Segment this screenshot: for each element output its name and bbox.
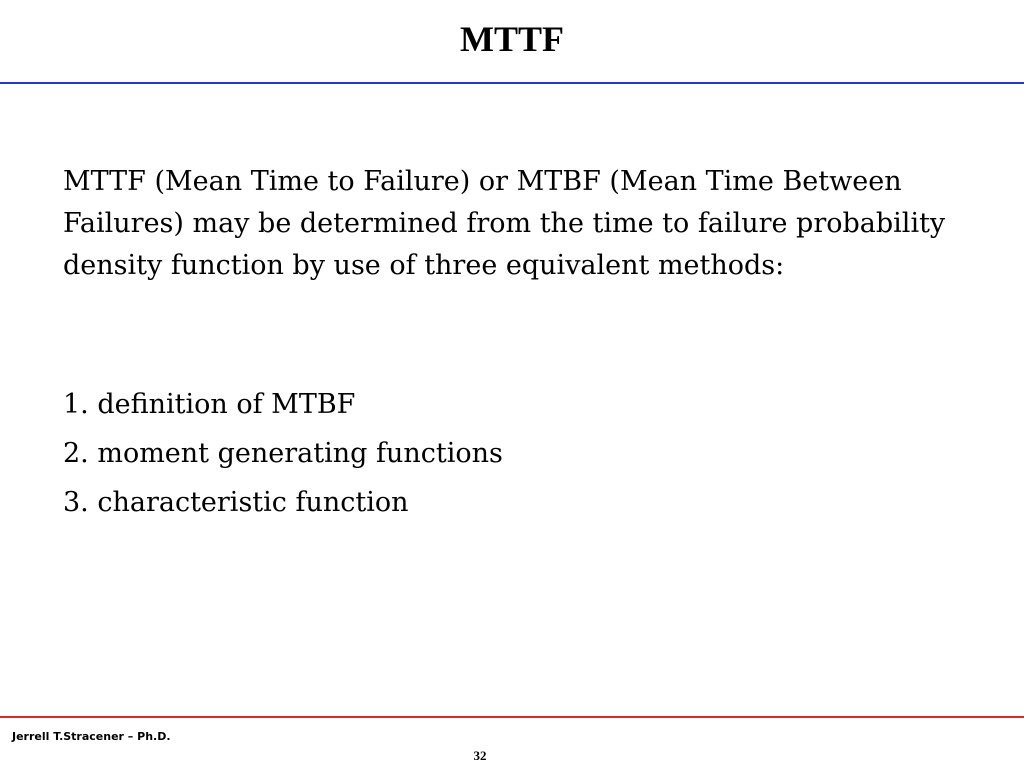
footer-divider bbox=[0, 716, 1024, 718]
page-number: 32 bbox=[473, 748, 487, 763]
methods-list bbox=[63, 380, 963, 527]
list-item: 3. characteristic function bbox=[63, 487, 409, 518]
list-item: 1. definition of MTBF bbox=[63, 389, 356, 420]
title-divider bbox=[0, 82, 1024, 84]
footer-author: Jerrell T.Stracener – Ph.D. bbox=[12, 730, 171, 743]
intro-paragraph: MTTF (Mean Time to Failure) or MTBF (Mean Time Between Failures) may be determined from the time to failure probability density function by use of three equivalent methods: bbox=[63, 166, 946, 281]
page-number-container bbox=[0, 748, 1024, 764]
list-item: 2. moment generating functions bbox=[63, 438, 503, 469]
slide-title: MTTF bbox=[460, 19, 564, 59]
